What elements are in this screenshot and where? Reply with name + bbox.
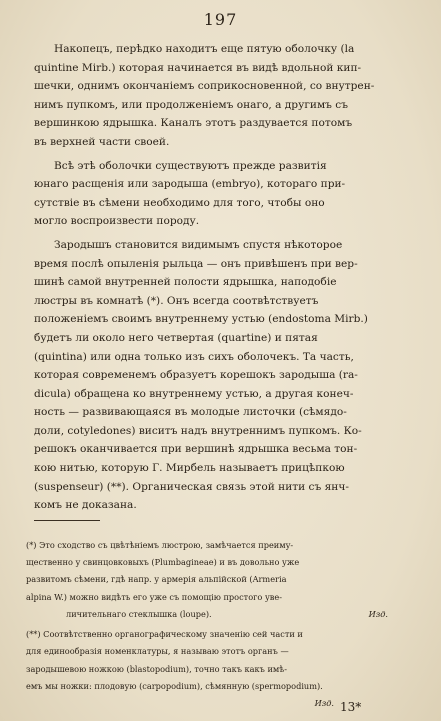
text-line: время послѣ опыленія рыльца — онъ привѣшенъ при вер-	[34, 257, 358, 270]
text-line: Накопецъ, перѣдко находитъ еще пятую оболочку (la	[54, 43, 355, 55]
footnote-line: (*) Это сходство съ цвѣтѣніемъ люстрою, замѣчается преиму-	[26, 540, 294, 550]
footnote-line: зародышевою ножкою (blastopodium), точно такъ какъ имѣ-	[26, 663, 287, 674]
text-line: сутствіе въ сѣмени необходимо для того, чтобы оно	[34, 196, 325, 209]
signature-mark: 13*	[340, 700, 362, 714]
page-number: 197	[203, 10, 238, 29]
footnote-line: alpina W.) можно видѣть его уже съ помощію простого уве-	[26, 591, 282, 602]
footnote-line: (**) Соотвѣтственно органографическому значенію сей части и	[26, 629, 303, 640]
footnote-line: развитомъ сѣмени, гдѣ напр. у армерія альпійской (Armeria	[26, 574, 287, 585]
text-line: решокъ оканчивается при вершинѣ ядрышка весьма тон-	[34, 443, 358, 456]
text-line: Зародышъ становится видимымъ спустя нѣкоторое	[54, 238, 343, 251]
text-line: quintine Mirb.) которая начинается въ видѣ вдольной кип-	[34, 61, 362, 74]
text-line: вершинкою ядрышка. Каналъ этотъ раздувается потомъ	[34, 117, 353, 130]
paragraph-1	[34, 40, 418, 152]
text-line: могло воспроизвести породу.	[34, 215, 200, 228]
footnote-divider	[34, 520, 100, 521]
footnote-1	[26, 537, 418, 623]
footnote-line: для единообразія номенклатуры, я называю этотъ органъ —	[26, 646, 289, 657]
text-line: положеніемъ своимъ внутреннему устью (endostoma Mirb.)	[34, 313, 368, 326]
text-line: кою нитью, которую Г. Мирбель называетъ прицѣпкою	[34, 462, 345, 475]
text-line: шечки, однимъ окончаніемъ соприкосновенной, со внутрен-	[34, 80, 375, 93]
text-line: (suspenseur) (**). Органическая связь этой нити съ янч-	[34, 480, 349, 493]
footnote-line: личительнаго стеклышка (loupe).	[66, 608, 212, 619]
footnotes	[26, 537, 418, 715]
footnote-signature: Изд.	[368, 609, 388, 620]
text-line: нимъ пупкомъ, или продолженіемъ онаго, а другимъ съ	[34, 98, 348, 111]
text-line: будетъ ли около него четвертая (quartine) и пятая	[34, 331, 318, 344]
text-line: юнаго расщенія или зародыша (embryo), котораго при-	[34, 178, 346, 191]
body-text	[34, 40, 418, 520]
text-line: комъ не доказана.	[34, 499, 137, 512]
text-line: въ верхней части своей.	[34, 135, 170, 148]
paragraph-3	[34, 236, 418, 515]
text-line: шинѣ самой внутренней полости ядрышка, наподобіе	[34, 276, 337, 289]
text-line: dicula) обращена ко внутреннему устью, а другая конеч-	[34, 387, 354, 400]
text-line: которая современемъ образуетъ корешокъ зародыша (ra-	[34, 369, 358, 382]
footnote-line: щественно у свинцовковыхъ (Plumbagineae) и въ довольно уже	[26, 557, 300, 568]
footnote-signature: Изд.	[314, 698, 334, 709]
text-line: люстры въ комнатѣ (*). Онъ всегда соотвѣтствуетъ	[34, 294, 319, 307]
text-line: Всѣ этѣ оболочки существуютъ прежде развитія	[54, 159, 327, 172]
footnote-line: емъ мы ножки: плодовую (carpopodium), сѣмянную (spermopodium).	[26, 680, 323, 691]
text-line: (quintina) или одна только изъ сихъ оболочекъ. Та часть,	[34, 350, 354, 363]
text-line: доли, cotyledones) виситъ надъ внутреннимъ пупкомъ. Ко-	[34, 424, 362, 437]
paragraph-2	[34, 157, 418, 231]
text-line: ность — развивающаяся въ молодые листочки (сѣмядо-	[34, 406, 347, 419]
